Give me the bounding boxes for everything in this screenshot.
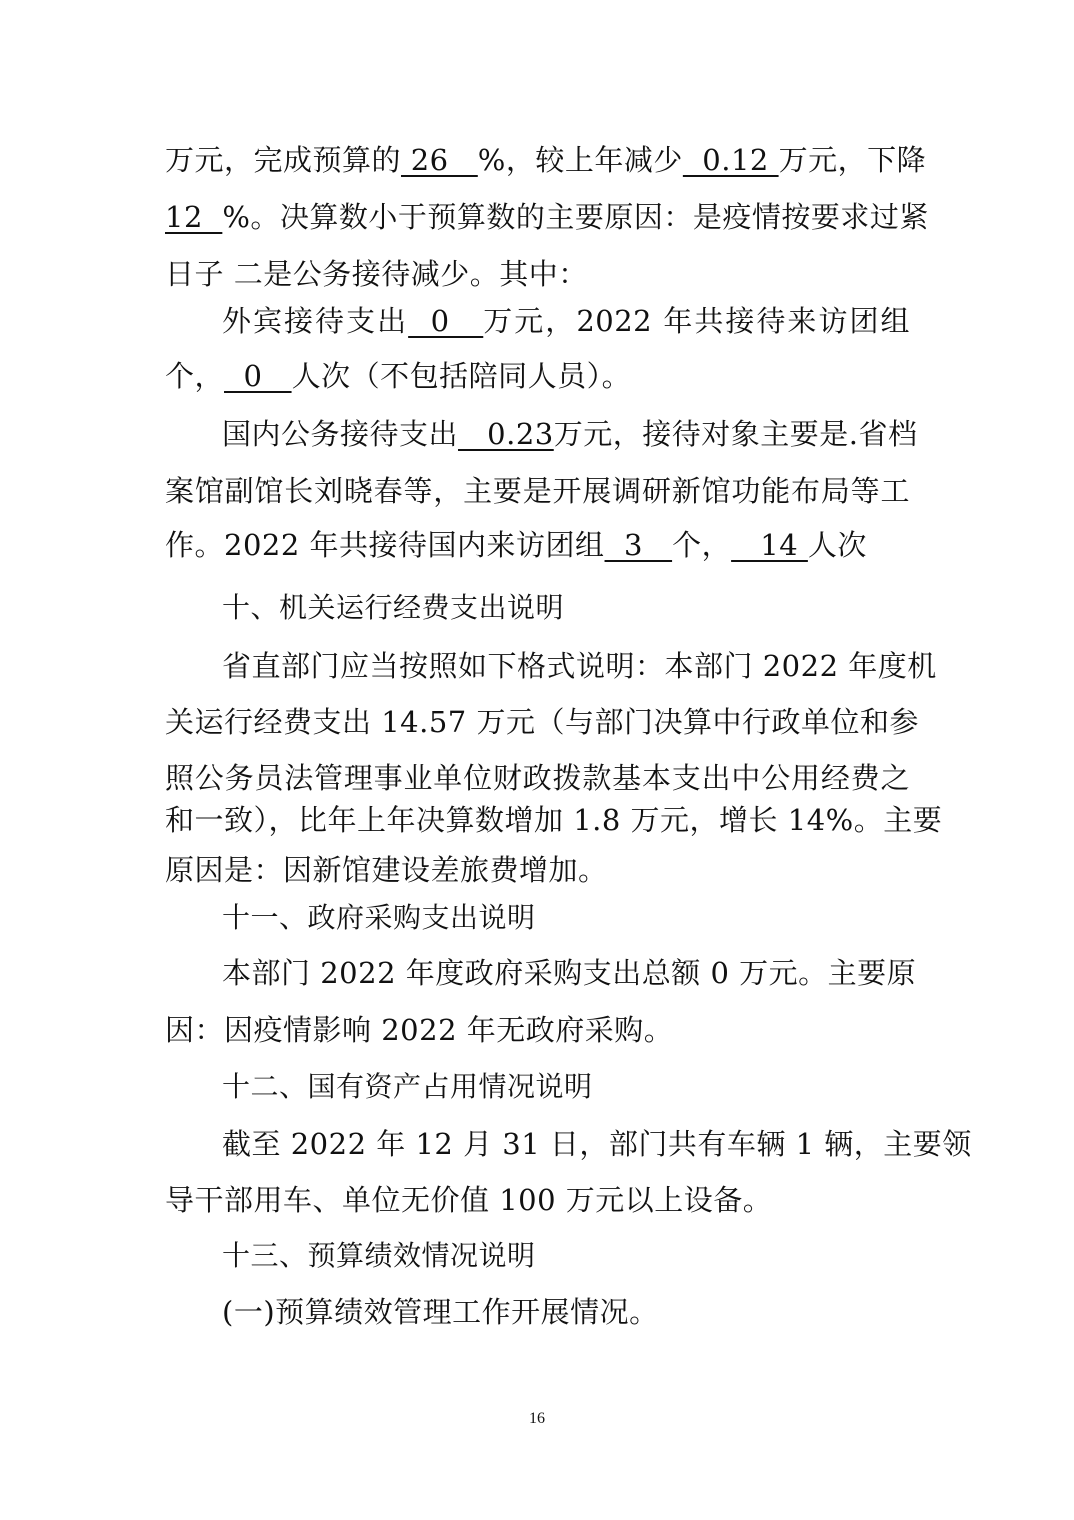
paragraph-line: (一)预算绩效管理工作开展情况。 (222, 1295, 659, 1329)
text: 万元，接待对象主要是.省档 (553, 417, 918, 451)
text: %，较上年减少 (477, 143, 683, 177)
paragraph-line (165, 525, 910, 565)
text: 人次 (807, 528, 867, 562)
text: 国内公务接待支出 (222, 417, 459, 451)
paragraph-line (222, 414, 918, 454)
filled-blank: 0 (408, 304, 484, 338)
text: 万元，完成预算的 (165, 143, 402, 177)
filled-blank: 0 (224, 359, 292, 393)
paragraph-line: 案馆副馆长刘晓春等，主要是开展调研新馆功能布局等工 (165, 474, 910, 508)
paragraph-line (165, 140, 927, 180)
paragraph-line: 导干部用车、单位无价值 100 万元以上设备。 (165, 1183, 773, 1217)
filled-blank: 26 (401, 143, 478, 177)
section-heading: 十、机关运行经费支出说明 (222, 591, 565, 624)
text: 万元，下降 (778, 143, 927, 177)
filled-blank: 0.23 (458, 417, 554, 451)
section-heading: 十一、政府采购支出说明 (222, 901, 536, 934)
paragraph-line: 日子 二是公务接待减少。其中： (165, 257, 588, 291)
filled-blank: 3 (604, 528, 673, 562)
paragraph-line: 省直部门应当按照如下格式说明：本部门 2022 年度机 (222, 649, 937, 683)
text: 万元，2022 年共接待来访团组 (483, 304, 910, 338)
paragraph-line (222, 301, 910, 341)
text: 外宾接待支出 (222, 304, 409, 338)
page-number: 16 (529, 1410, 545, 1427)
text: 个， (165, 359, 225, 393)
paragraph-line: 照公务员法管理事业单位财政拨款基本支出中公用经费之 (165, 761, 910, 795)
filled-blank: 14 (731, 528, 808, 562)
filled-blank: 0.12 (682, 143, 779, 177)
text: 作。2022 年共接待国内来访团组 (165, 528, 605, 562)
paragraph-line: 和一致），比年上年决算数增加 1.8 万元，增长 14%。主要 (165, 803, 943, 837)
paragraph-line: 本部门 2022 年度政府采购支出总额 0 万元。主要原 (222, 956, 917, 990)
paragraph-line: 因：因疫情影响 2022 年无政府采购。 (165, 1013, 674, 1047)
filled-blank: 12 (165, 200, 223, 234)
paragraph-line (165, 356, 910, 396)
paragraph-line: 关运行经费支出 14.57 万元（与部门决算中行政单位和参 (165, 705, 919, 739)
section-heading: 十三、预算绩效情况说明 (222, 1239, 536, 1272)
text: 个， (672, 528, 732, 562)
paragraph-line: 原因是：因新馆建设差旅费增加。 (165, 853, 608, 887)
paragraph-line (165, 197, 929, 237)
section-heading: 十二、国有资产占用情况说明 (222, 1070, 593, 1103)
paragraph-line: 截至 2022 年 12 月 31 日，部门共有车辆 1 辆，主要领 (222, 1127, 972, 1161)
text: %。决算数小于预算数的主要原因：是疫情按要求过紧 (222, 200, 929, 234)
text: 人次（不包括陪同人员）。 (291, 359, 632, 393)
